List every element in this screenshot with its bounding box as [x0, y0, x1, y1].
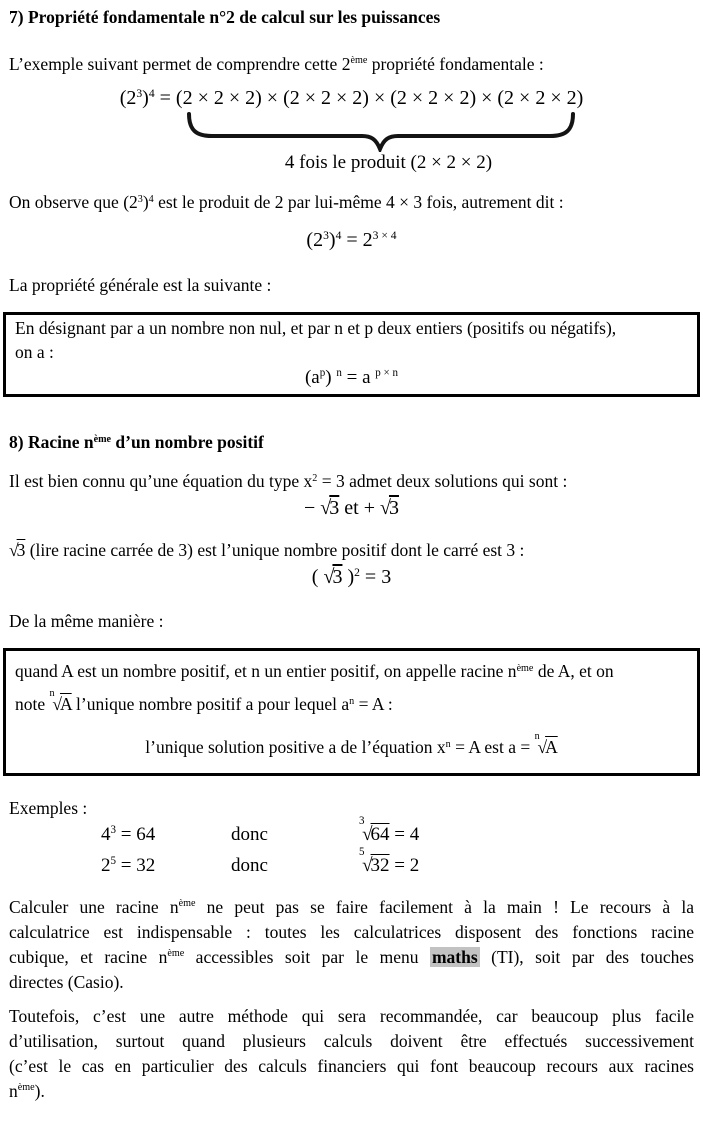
- text-part: on a :: [15, 342, 54, 363]
- text-part: (: [311, 565, 324, 588]
- radicand: 64: [370, 823, 390, 845]
- root-expression: [359, 846, 420, 881]
- text-part: (a: [304, 366, 320, 388]
- text-part: l’unique nombre positif a pour lequel a: [71, 694, 350, 715]
- text-part: note: [15, 694, 50, 715]
- text-part: (TI), soit par des touches: [479, 946, 694, 967]
- text-part: = 3: [359, 565, 392, 588]
- power-expression: [101, 819, 231, 850]
- superscript: ème: [516, 662, 534, 674]
- superscript: 4: [335, 229, 342, 243]
- radicand: 3: [388, 496, 399, 519]
- nth-root: [49, 688, 72, 715]
- text-part: 8) Racine n: [9, 432, 94, 453]
- text-part: ): [142, 86, 149, 109]
- sqrt-symbol: √: [9, 539, 18, 560]
- paragraph-method: [9, 1004, 694, 1104]
- text-part: ): [328, 229, 336, 252]
- superscript: 3 × 4: [372, 229, 397, 243]
- text-part: Il est bien connu qu’une équation du type x: [9, 470, 313, 491]
- property-box-formula: [15, 365, 688, 392]
- text-part: = 2: [341, 229, 373, 252]
- superscript: ème: [17, 1082, 35, 1094]
- property-box-text: [15, 317, 688, 364]
- underbrace-svg: [186, 112, 576, 152]
- paragraph-line: [9, 1004, 694, 1029]
- text-part: = 32: [116, 854, 156, 876]
- superscript: 3: [323, 229, 329, 243]
- sqrt-symbol: √: [323, 565, 334, 588]
- section7-intro: [9, 54, 694, 75]
- text-part: ne peut pas se faire facilement à la main ! Le recours à la: [195, 896, 694, 917]
- nth-root: [534, 731, 558, 758]
- text-part: cubique, et racine n: [9, 946, 168, 967]
- text-part: ): [142, 192, 149, 213]
- section8-title: [9, 431, 694, 454]
- text-part: ): [342, 565, 355, 588]
- nth-root-box-text: [15, 655, 688, 722]
- sqrt3-definition: [9, 540, 694, 561]
- text-part: quand A est un nombre positif, et n un entier positif, on appelle racine n: [15, 660, 517, 681]
- superscript: 2: [354, 565, 360, 579]
- power-expression: [101, 850, 231, 881]
- paragraph-line: [9, 970, 694, 995]
- root-index: n: [49, 688, 55, 700]
- sqrt-symbol: √: [320, 496, 331, 519]
- section7-title: 7) Propriété fondamentale n°2 de calcul sur les puissances: [9, 7, 441, 27]
- text-part: = A est a =: [450, 737, 535, 758]
- superscript: n: [445, 739, 451, 751]
- sqrt-symbol: √: [362, 823, 372, 845]
- root-expression: [359, 815, 420, 850]
- sqrt-symbol: √: [362, 854, 372, 876]
- superscript: ème: [178, 898, 196, 910]
- text-part: directes (Casio).: [9, 971, 124, 992]
- text-part: n: [9, 1080, 18, 1101]
- text-part: (lire racine carrée de 3) est l’unique nombre positif dont le carré est 3 :: [25, 539, 525, 560]
- superscript: 3: [136, 86, 143, 100]
- radicand: A: [545, 737, 558, 758]
- radicand: 3: [16, 539, 26, 560]
- paragraph-line: [9, 920, 694, 945]
- conjunction: donc: [231, 823, 268, 845]
- text-part: accessibles soit par le menu: [184, 946, 430, 967]
- text-part: = a: [341, 366, 376, 388]
- text-part: et +: [339, 496, 380, 519]
- root-index: 3: [359, 815, 365, 828]
- text-part: Toutefois, c’est une autre méthode qui sera recommandée, car beaucoup plus facile: [9, 1005, 694, 1026]
- conjunction: donc: [231, 854, 268, 876]
- sqrt-symbol: √: [380, 496, 390, 519]
- sqrt-symbol: √: [52, 694, 61, 715]
- superscript: ème: [93, 433, 112, 445]
- text-part: = 64: [116, 823, 156, 845]
- identity-formula: [9, 226, 694, 254]
- text-part: L’exemple suivant permet de comprendre cette 2: [9, 53, 351, 74]
- text-part: On observe que (2: [9, 192, 138, 213]
- text-part: Calculer une racine n: [9, 896, 179, 917]
- observe-text: [9, 192, 694, 213]
- text-part: (2: [119, 86, 137, 109]
- superscript: ème: [350, 55, 368, 67]
- text-part: En désignant par a un nombre non nul, et par n et p deux entiers (positifs ou négatifs),: [15, 318, 617, 339]
- text-part: (2: [306, 229, 324, 252]
- superscript: n: [349, 695, 355, 707]
- text-part: ): [325, 366, 337, 388]
- superscript: n: [336, 366, 342, 379]
- nth-root-box: [3, 648, 700, 776]
- text-part: est le produit de 2 par lui-même 4 × 3 fois, autrement dit :: [153, 192, 564, 213]
- text-part: ).: [34, 1080, 45, 1101]
- radicand: A: [59, 694, 72, 715]
- expansion-formula: [9, 84, 694, 112]
- paragraph-line: [9, 1079, 694, 1104]
- example-row: [9, 846, 694, 881]
- paragraph-line: [9, 895, 694, 920]
- text-part: d’utilisation, surtout quand plusieurs calculs doivent être effectués successivement: [9, 1030, 694, 1051]
- text-part: 4: [101, 823, 111, 845]
- superscript: 3: [110, 823, 117, 836]
- underbrace-graphic: [67, 112, 694, 152]
- text-part: = 3 admet deux solutions qui sont :: [317, 470, 568, 491]
- superscript: 4: [148, 86, 155, 100]
- superscript: 2: [312, 472, 318, 484]
- sqrt-symbol: √: [537, 737, 547, 758]
- root-index: n: [534, 731, 540, 743]
- radicand: 3: [332, 565, 343, 588]
- property-box: [3, 312, 700, 397]
- text-part: l’unique solution positive a de l’équation x: [145, 737, 446, 758]
- text-part: = 4: [389, 823, 420, 845]
- known-equation-text: [9, 471, 694, 492]
- text-part: −: [304, 496, 321, 519]
- text-part: d’un nombre positif: [111, 432, 264, 453]
- text-part: (c’est le cas en particulier des calculs financiers qui font beaucoup recours aux racines: [9, 1055, 694, 1076]
- superscript: ème: [167, 948, 185, 960]
- nth-root-box-conclusion: [15, 731, 688, 764]
- same-way-text: De la même manière :: [9, 610, 164, 631]
- text-part: de A, et on: [533, 660, 614, 681]
- paragraph-line: [9, 945, 694, 970]
- text-part: = A :: [354, 694, 393, 715]
- superscript: p: [319, 366, 326, 379]
- superscript: 5: [110, 854, 117, 867]
- superscript: 4: [148, 194, 154, 206]
- text-part: = (2 × 2 × 2) × (2 × 2 × 2) × (2 × 2 × 2) × (2 × 2 × 2): [154, 86, 584, 109]
- paragraph-line: [9, 1054, 694, 1079]
- maths-menu-highlight: maths: [431, 946, 478, 967]
- root-index: 5: [359, 846, 365, 859]
- brace-label: 4 fois le produit (2 × 2 × 2): [284, 151, 493, 173]
- text-part: propriété fondamentale :: [367, 53, 544, 74]
- general-property-intro: La propriété générale est la suivante :: [9, 275, 272, 296]
- solutions-formula: [9, 494, 694, 522]
- superscript: p × n: [375, 366, 399, 379]
- paragraph-line: [9, 1029, 694, 1054]
- text-part: calculatrice est indispensable : toutes les calculatrices disposent des fonctions racine: [9, 921, 694, 942]
- text-part: 2: [101, 854, 111, 876]
- radicand: 3: [329, 496, 340, 519]
- examples-label: Exemples :: [9, 797, 88, 818]
- superscript: 3: [137, 194, 143, 206]
- example-row: [9, 815, 694, 850]
- sqrt3-square-formula: [9, 563, 694, 591]
- text-part: = 2: [389, 854, 420, 876]
- paragraph-calculator: [9, 895, 694, 995]
- radicand: 32: [370, 854, 390, 876]
